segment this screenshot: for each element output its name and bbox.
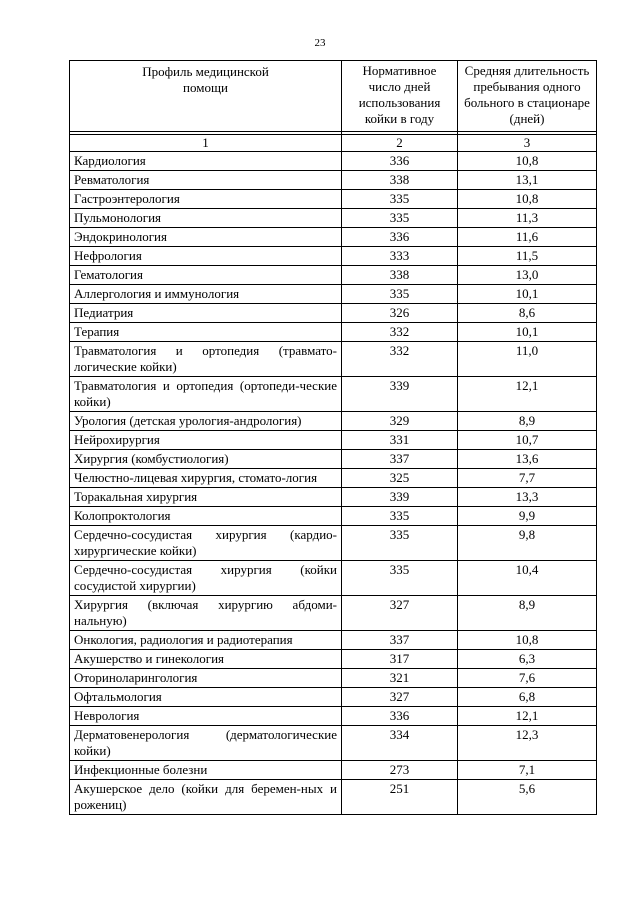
row-profile: Аллергология и иммунология	[70, 285, 342, 304]
row-profile: Акушерство и гинекология	[70, 650, 342, 669]
header-days: Нормативное число дней использования койки в году	[342, 61, 458, 132]
row-profile: Гематология	[70, 266, 342, 285]
table-row	[70, 650, 597, 669]
table-row	[70, 526, 597, 561]
row-bed-days: 326	[342, 304, 458, 323]
row-avg-stay: 10,8	[458, 631, 597, 650]
table-row	[70, 450, 597, 469]
row-profile: Акушерское дело (койки для беремен-ных и рожениц)	[70, 780, 342, 815]
row-avg-stay: 10,8	[458, 190, 597, 209]
row-avg-stay: 11,0	[458, 342, 597, 377]
row-bed-days: 329	[342, 412, 458, 431]
row-bed-days: 335	[342, 526, 458, 561]
row-bed-days: 339	[342, 377, 458, 412]
row-profile: Сердечно-сосудистая хирургия (кардио-хирургические койки)	[70, 526, 342, 561]
row-bed-days: 339	[342, 488, 458, 507]
row-bed-days: 332	[342, 323, 458, 342]
row-avg-stay: 10,7	[458, 431, 597, 450]
row-avg-stay: 9,8	[458, 526, 597, 561]
row-profile: Сердечно-сосудистая хирургия (койки сосудистой хирургии)	[70, 561, 342, 596]
table-row	[70, 669, 597, 688]
row-bed-days: 337	[342, 450, 458, 469]
row-avg-stay: 13,6	[458, 450, 597, 469]
row-profile: Гастроэнтерология	[70, 190, 342, 209]
row-profile: Нейрохирургия	[70, 431, 342, 450]
table-row	[70, 266, 597, 285]
row-bed-days: 335	[342, 561, 458, 596]
row-bed-days: 338	[342, 266, 458, 285]
table-row	[70, 431, 597, 450]
table-row	[70, 171, 597, 190]
row-avg-stay: 6,8	[458, 688, 597, 707]
table-row	[70, 323, 597, 342]
row-avg-stay: 13,0	[458, 266, 597, 285]
row-bed-days: 321	[342, 669, 458, 688]
table-row	[70, 209, 597, 228]
row-bed-days: 273	[342, 761, 458, 780]
row-bed-days: 317	[342, 650, 458, 669]
table-row	[70, 412, 597, 431]
table-row	[70, 780, 597, 815]
row-avg-stay: 7,7	[458, 469, 597, 488]
row-bed-days: 327	[342, 596, 458, 631]
row-avg-stay: 10,1	[458, 323, 597, 342]
row-bed-days: 335	[342, 190, 458, 209]
row-avg-stay: 10,8	[458, 152, 597, 171]
table-row	[70, 228, 597, 247]
row-bed-days: 327	[342, 688, 458, 707]
row-profile: Инфекционные болезни	[70, 761, 342, 780]
row-avg-stay: 13,3	[458, 488, 597, 507]
row-avg-stay: 5,6	[458, 780, 597, 815]
column-number-row	[70, 135, 597, 152]
row-bed-days: 325	[342, 469, 458, 488]
row-profile: Травматология и ортопедия (ортопеди-ческие койки)	[70, 377, 342, 412]
row-avg-stay: 12,1	[458, 377, 597, 412]
row-bed-days: 336	[342, 228, 458, 247]
header-stay: Средняя длительность пребывания одного больного в стационаре (дней)	[458, 61, 597, 132]
row-avg-stay: 7,1	[458, 761, 597, 780]
table-row	[70, 631, 597, 650]
row-profile: Урология (детская урология-андрология)	[70, 412, 342, 431]
table-row	[70, 761, 597, 780]
row-avg-stay: 8,9	[458, 596, 597, 631]
row-avg-stay: 10,4	[458, 561, 597, 596]
row-avg-stay: 13,1	[458, 171, 597, 190]
table-row	[70, 726, 597, 761]
row-avg-stay: 8,6	[458, 304, 597, 323]
row-avg-stay: 10,1	[458, 285, 597, 304]
row-avg-stay: 6,3	[458, 650, 597, 669]
row-avg-stay: 9,9	[458, 507, 597, 526]
row-profile: Хирургия (комбустиология)	[70, 450, 342, 469]
row-bed-days: 333	[342, 247, 458, 266]
table-row	[70, 377, 597, 412]
row-bed-days: 251	[342, 780, 458, 815]
bed-norms-table	[69, 60, 597, 815]
row-bed-days: 332	[342, 342, 458, 377]
row-avg-stay: 8,9	[458, 412, 597, 431]
row-profile: Травматология и ортопедия (травмато-логические койки)	[70, 342, 342, 377]
row-bed-days: 336	[342, 707, 458, 726]
row-profile: Эндокринология	[70, 228, 342, 247]
row-avg-stay: 11,3	[458, 209, 597, 228]
table-row	[70, 688, 597, 707]
row-profile: Оториноларингология	[70, 669, 342, 688]
header-profile: Профиль медицинской помощи	[70, 61, 342, 132]
row-bed-days: 337	[342, 631, 458, 650]
page-number: 23	[314, 37, 326, 49]
row-profile: Ревматология	[70, 171, 342, 190]
row-profile: Колопроктология	[70, 507, 342, 526]
row-profile: Терапия	[70, 323, 342, 342]
row-profile: Челюстно-лицевая хирургия, стомато-логия	[70, 469, 342, 488]
row-profile: Дерматовенерология (дерматологические койки)	[70, 726, 342, 761]
row-avg-stay: 12,3	[458, 726, 597, 761]
row-profile: Пульмонология	[70, 209, 342, 228]
row-bed-days: 334	[342, 726, 458, 761]
table-row	[70, 507, 597, 526]
row-profile: Педиатрия	[70, 304, 342, 323]
header-row	[70, 61, 597, 132]
table-row	[70, 596, 597, 631]
row-profile: Неврология	[70, 707, 342, 726]
table-body	[70, 152, 597, 815]
table-row	[70, 342, 597, 377]
table-row	[70, 488, 597, 507]
table-row	[70, 190, 597, 209]
row-profile: Офтальмология	[70, 688, 342, 707]
row-profile: Торакальная хирургия	[70, 488, 342, 507]
row-profile: Хирургия (включая хирургию абдоми-нальную)	[70, 596, 342, 631]
row-profile: Онкология, радиология и радиотерапия	[70, 631, 342, 650]
row-bed-days: 338	[342, 171, 458, 190]
row-avg-stay: 11,6	[458, 228, 597, 247]
table-row	[70, 285, 597, 304]
row-bed-days: 335	[342, 507, 458, 526]
row-bed-days: 335	[342, 209, 458, 228]
column-number-3: 3	[458, 135, 597, 152]
row-profile: Кардиология	[70, 152, 342, 171]
row-avg-stay: 7,6	[458, 669, 597, 688]
table-row	[70, 247, 597, 266]
column-number-2: 2	[342, 135, 458, 152]
table-row	[70, 469, 597, 488]
row-avg-stay: 11,5	[458, 247, 597, 266]
table-row	[70, 152, 597, 171]
row-bed-days: 335	[342, 285, 458, 304]
row-avg-stay: 12,1	[458, 707, 597, 726]
table-row	[70, 561, 597, 596]
table-row	[70, 304, 597, 323]
table-row	[70, 707, 597, 726]
row-profile: Нефрология	[70, 247, 342, 266]
row-bed-days: 336	[342, 152, 458, 171]
column-number-1: 1	[70, 135, 342, 152]
row-bed-days: 331	[342, 431, 458, 450]
